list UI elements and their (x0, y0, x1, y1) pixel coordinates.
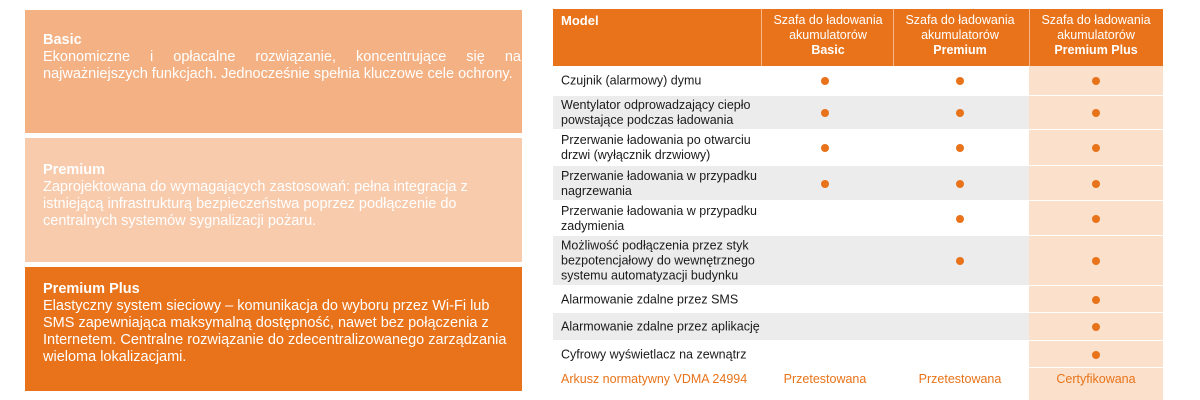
feature-dot-plus (1092, 351, 1100, 359)
footer-label: Arkusz normatywny VDMA 24994 (561, 372, 748, 386)
feature-dot-plus (1092, 77, 1100, 85)
footer-basic: Przetestowana (783, 372, 867, 386)
row-label: Alarmowanie zdalne przez SMS (561, 292, 739, 306)
panel-premium (25, 138, 522, 262)
feature-dot-premium (956, 215, 964, 223)
feature-dot-basic (821, 144, 829, 152)
feature-dot-plus (1092, 144, 1100, 152)
table-row (553, 236, 1163, 286)
table-row (553, 96, 1163, 130)
header-basic-line1: Szafa do ładowania (773, 13, 883, 27)
feature-dot-basic (821, 77, 829, 85)
row-label: Wentylator odprowadzający ciepło powstające podczas ładowania (561, 98, 751, 127)
header-premium (893, 13, 1027, 58)
feature-dot-premium (956, 180, 964, 188)
table-row (553, 166, 1163, 201)
row-label: Przerwanie ładowania po otwarciu drzwi (wyłącznik drzwiowy) (561, 133, 751, 162)
table-row (553, 130, 1163, 166)
feature-dot-plus (1092, 109, 1100, 117)
panel-basic-description: Ekonomiczne i opłacalne rozwiązanie, koncentrujące się na najważniejszych funkcjach. Jednocześnie spełnia kluczowe cele ochrony. (43, 49, 521, 82)
header-premium-plus (1029, 13, 1163, 58)
header-premium-line1: Szafa do ładowania (905, 13, 1015, 27)
feature-dot-plus (1092, 323, 1100, 331)
panel-premium-plus (25, 267, 522, 391)
header-plus-line2: akumulatorów (1057, 28, 1135, 42)
feature-dot-plus (1092, 180, 1100, 188)
footer-premium-plus: Certyfikowana (1056, 372, 1136, 386)
table-row (553, 201, 1163, 236)
footer-premium: Przetestowana (918, 372, 1002, 386)
feature-dot-premium (956, 77, 964, 85)
feature-dot-basic (821, 180, 829, 188)
table-row (553, 66, 1163, 96)
header-basic (761, 13, 895, 58)
feature-dot-basic (821, 109, 829, 117)
row-label: Możliwość podłączenia przez styk bezpotencjałowy do wewnętrznego systemu automatyzacji budynku (561, 238, 755, 283)
feature-dot-plus (1092, 296, 1100, 304)
feature-dot-plus (1092, 215, 1100, 223)
feature-dot-premium (956, 109, 964, 117)
feature-dot-premium (956, 144, 964, 152)
panel-basic (25, 10, 522, 133)
header-premium-name: Premium (933, 43, 987, 57)
header-basic-name: Basic (811, 43, 845, 57)
table-row (553, 341, 1163, 368)
panel-premium-plus-description: Elastyczny system sieciowy – komunikacja do wyboru przez Wi-Fi lub SMS zapewniająca maksymalną dostępność, nawet bez połączenia z Internetem. Centralne rozwiązanie do zdecentralizowanego zarządzania wieloma lokalizacjami. (43, 298, 507, 365)
row-label: Alarmowanie zdalne przez aplikację (561, 319, 760, 334)
panel-premium-plus-title: Premium Plus (43, 281, 140, 297)
header-plus-line1: Szafa do ładowania (1041, 13, 1151, 27)
table-row (553, 313, 1163, 341)
row-label: Cyfrowy wyświetlacz na zewnątrz (561, 347, 747, 361)
header-model: Model (561, 13, 599, 28)
feature-dot-premium (956, 257, 964, 265)
panel-premium-description: Zaprojektowana do wymagających zastosowań: pełna integracja z istniejącą infrastrukturą bezpieczeństwa poprzez podłączenie do centralnych systemów sygnalizacji pożaru. (43, 179, 468, 229)
panel-premium-title: Premium (43, 162, 106, 178)
header-plus-name: Premium Plus (1054, 43, 1138, 57)
row-label: Przerwanie ładowania w przypadku zadymienia (561, 203, 757, 233)
row-label: Czujnik (alarmowy) dymu (561, 73, 702, 88)
table-footer-row (553, 368, 1163, 390)
comparison-table-header (553, 9, 1163, 66)
header-basic-line2: akumulatorów (789, 28, 867, 42)
table-row (553, 286, 1163, 313)
header-premium-line2: akumulatorów (921, 28, 999, 42)
panel-basic-title: Basic (43, 32, 82, 48)
row-label: Przerwanie ładowania w przypadku nagrzewania (561, 168, 757, 198)
feature-dot-plus (1092, 257, 1100, 265)
